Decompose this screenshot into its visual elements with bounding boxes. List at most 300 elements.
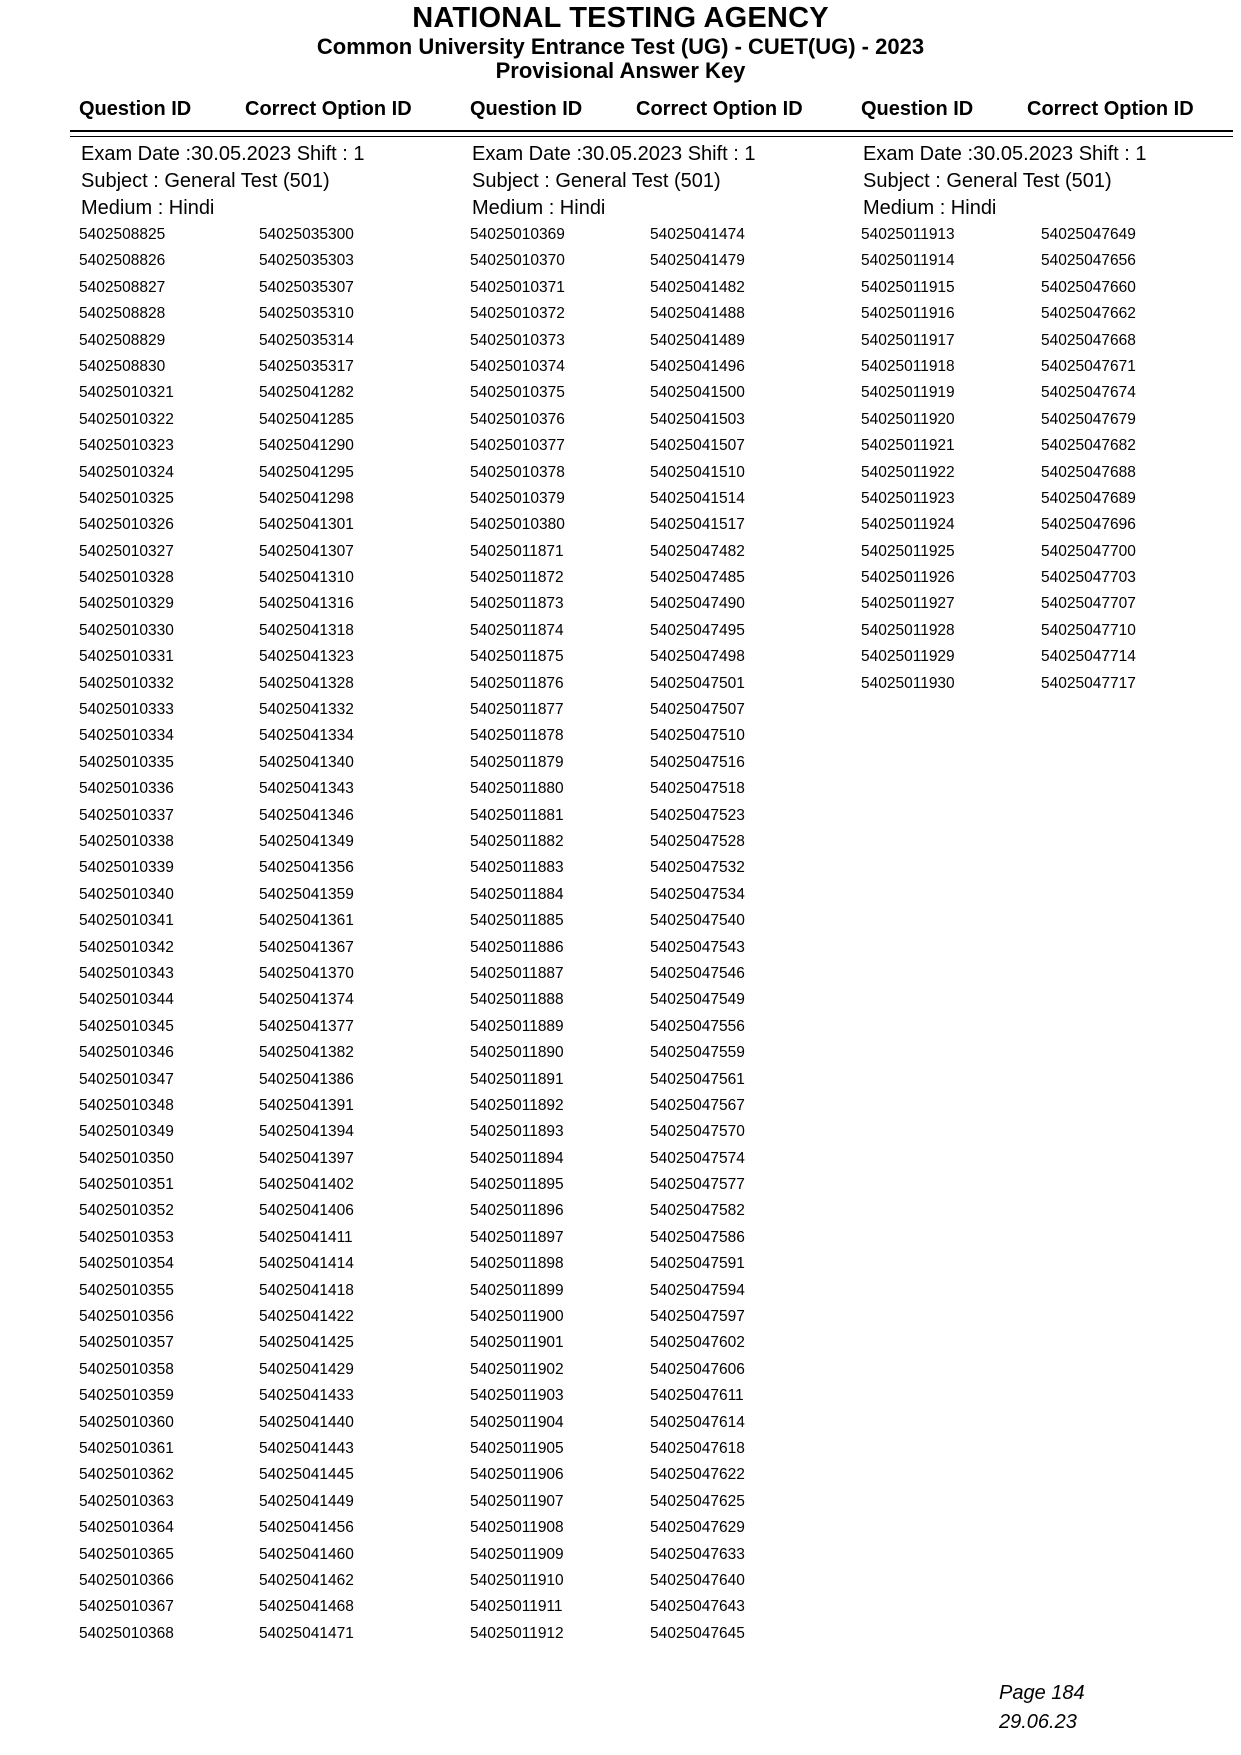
- question-id-cell: 54025011881: [470, 806, 564, 824]
- question-id-cell: 54025010380: [470, 516, 565, 534]
- table-row: [470, 222, 850, 248]
- table-row: [79, 961, 459, 987]
- question-id-cell: 54025010330: [79, 621, 174, 639]
- table-row: [79, 1383, 459, 1409]
- correct-option-id-cell: 54025047633: [650, 1545, 745, 1563]
- question-id-cell: 54025010351: [79, 1176, 174, 1194]
- table-row: [79, 908, 459, 934]
- table-row: [79, 1014, 459, 1040]
- question-id-cell: 54025010369: [470, 226, 565, 243]
- question-id-cell: 54025011876: [470, 674, 564, 692]
- correct-option-id-cell: 54025041414: [259, 1255, 354, 1273]
- table-row: [470, 776, 850, 802]
- table-row: [470, 1172, 850, 1198]
- question-id-cell: 54025011893: [470, 1123, 564, 1141]
- question-id-cell: 54025011919: [861, 384, 955, 402]
- table-row: [79, 565, 459, 591]
- question-id-cell: 54025010373: [470, 331, 565, 349]
- question-id-cell: 54025010363: [79, 1492, 174, 1510]
- answer-column-2: [470, 141, 850, 1647]
- question-id-cell: 54025010329: [79, 595, 174, 613]
- question-id-cell: 54025010377: [470, 437, 565, 455]
- correct-option-id-cell: 54025041377: [259, 1017, 354, 1035]
- question-id-cell: 54025010337: [79, 806, 174, 824]
- question-id-cell: 54025010374: [470, 357, 565, 375]
- correct-option-id-cell: 54025035317: [259, 357, 354, 375]
- question-id-cell: 54025011907: [470, 1492, 564, 1510]
- table-row: [79, 1172, 459, 1198]
- table-row: [79, 433, 459, 459]
- question-id-cell: 54025010367: [79, 1598, 174, 1616]
- table-row: [79, 882, 459, 908]
- table-row: [470, 935, 850, 961]
- question-id-cell: 54025010378: [470, 463, 565, 481]
- table-row: [470, 1357, 850, 1383]
- correct-option-id-cell: 54025041340: [259, 753, 354, 771]
- table-row: [79, 301, 459, 327]
- question-id-cell: 54025011927: [861, 595, 955, 613]
- question-id-cell: 54025010372: [470, 305, 565, 323]
- question-id-cell: 54025011879: [470, 753, 564, 771]
- table-row: [79, 803, 459, 829]
- correct-option-id-cell: 54025035307: [259, 278, 354, 296]
- question-id-cell: 54025011901: [470, 1334, 564, 1352]
- question-id-cell: 54025010344: [79, 991, 174, 1009]
- table-row: [79, 1040, 459, 1066]
- correct-option-id-cell: 54025041394: [259, 1123, 354, 1141]
- table-row: [861, 644, 1241, 670]
- question-id-cell: 54025010333: [79, 701, 174, 719]
- correct-option-id-cell: 54025047674: [1041, 384, 1136, 402]
- question-id-cell: 54025011911: [470, 1598, 563, 1616]
- question-id-cell: 54025011889: [470, 1017, 564, 1035]
- correct-option-id-cell: 54025035314: [259, 331, 354, 349]
- correct-option-id-cell: 54025041332: [259, 701, 354, 719]
- question-id-cell: 54025011913: [861, 226, 955, 243]
- question-id-cell: 54025010356: [79, 1308, 174, 1326]
- question-id-cell: 5402508829: [79, 331, 166, 349]
- table-row: [79, 275, 459, 301]
- question-id-cell: 54025011912: [470, 1624, 564, 1642]
- exam-date-shift: Exam Date :30.05.2023 Shift : 1: [472, 143, 756, 165]
- table-row: [79, 248, 459, 274]
- correct-option-id-cell: 54025047643: [650, 1598, 745, 1616]
- correct-option-id-cell: 54025041374: [259, 991, 354, 1009]
- correct-option-id-cell: 54025041307: [259, 542, 354, 560]
- question-id-cell: 54025010376: [470, 410, 565, 428]
- correct-option-id-cell: 54025035300: [259, 226, 354, 243]
- question-id-cell: 54025011896: [470, 1202, 564, 1220]
- question-id-cell: 54025010366: [79, 1571, 174, 1589]
- table-row: [470, 1542, 850, 1568]
- correct-option-id-cell: 54025041460: [259, 1545, 354, 1563]
- table-row: [79, 1462, 459, 1488]
- question-id-cell: 54025011873: [470, 595, 564, 613]
- question-id-cell: 54025011925: [861, 542, 955, 560]
- question-id-cell: 54025010325: [79, 489, 174, 507]
- correct-option-id-cell: 54025047649: [1041, 226, 1136, 243]
- table-row: [79, 987, 459, 1013]
- table-row: [861, 565, 1241, 591]
- table-row: [861, 433, 1241, 459]
- correct-option-id-cell: 54025035310: [259, 305, 354, 323]
- correct-option-id-cell: 54025047629: [650, 1519, 745, 1537]
- table-row: [470, 328, 850, 354]
- table-row: [79, 486, 459, 512]
- question-id-cell: 54025011895: [470, 1176, 564, 1194]
- correct-option-id-cell: 54025047498: [650, 648, 745, 666]
- correct-option-id-cell: 54025041406: [259, 1202, 354, 1220]
- table-row: [79, 1542, 459, 1568]
- question-id-cell: 54025010328: [79, 569, 174, 587]
- table-row: [470, 1462, 850, 1488]
- table-row: [470, 512, 850, 538]
- table-row: [470, 987, 850, 1013]
- correct-option-id-cell: 54025041328: [259, 674, 354, 692]
- table-row: [79, 644, 459, 670]
- subject-label: Subject : General Test (501): [472, 170, 721, 192]
- table-row: [470, 1515, 850, 1541]
- table-row: [861, 591, 1241, 617]
- correct-option-id-cell: 54025047618: [650, 1439, 745, 1457]
- question-id-cell: 54025011886: [470, 938, 564, 956]
- correct-option-id-cell: 54025041316: [259, 595, 354, 613]
- question-id-cell: 54025011916: [861, 305, 955, 323]
- answer-rows: [470, 222, 850, 1647]
- correct-option-id-cell: 54025047696: [1041, 516, 1136, 534]
- question-id-cell: 54025010371: [470, 278, 565, 296]
- correct-option-id-cell: 54025041323: [259, 648, 354, 666]
- correct-option-id-cell: 54025047534: [650, 885, 745, 903]
- subject-label: Subject : General Test (501): [863, 170, 1112, 192]
- question-id-cell: 54025011875: [470, 648, 564, 666]
- question-id-cell: 54025010362: [79, 1466, 174, 1484]
- table-row: [79, 723, 459, 749]
- question-id-cell: 54025010347: [79, 1070, 174, 1088]
- column-header-correct-option-id: Correct Option ID: [636, 98, 803, 120]
- table-row: [79, 591, 459, 617]
- correct-option-id-cell: 54025047528: [650, 832, 745, 850]
- table-row: [79, 618, 459, 644]
- correct-option-id-cell: 54025047516: [650, 753, 745, 771]
- correct-option-id-cell: 54025041318: [259, 621, 354, 639]
- question-id-cell: 54025011921: [861, 437, 955, 455]
- correct-option-id-cell: 54025047543: [650, 938, 745, 956]
- correct-option-id-cell: 54025041310: [259, 569, 354, 587]
- question-id-cell: 54025011910: [470, 1571, 564, 1589]
- table-row: [470, 1198, 850, 1224]
- correct-option-id-cell: 54025047606: [650, 1360, 745, 1378]
- agency-title: NATIONAL TESTING AGENCY: [412, 2, 829, 34]
- table-row: [79, 1304, 459, 1330]
- question-id-cell: 54025011908: [470, 1519, 564, 1537]
- table-row: [470, 697, 850, 723]
- table-row: [470, 248, 850, 274]
- table-row: [79, 222, 459, 248]
- correct-option-id-cell: 54025047700: [1041, 542, 1136, 560]
- question-id-cell: 54025011930: [861, 674, 955, 692]
- question-id-cell: 54025010321: [79, 384, 174, 402]
- question-id-cell: 54025011894: [470, 1149, 564, 1167]
- correct-option-id-cell: 54025041290: [259, 437, 354, 455]
- correct-option-id-cell: 54025047710: [1041, 621, 1136, 639]
- correct-option-id-cell: 54025041507: [650, 437, 745, 455]
- question-id-cell: 54025011887: [470, 964, 564, 982]
- correct-option-id-cell: 54025047482: [650, 542, 745, 560]
- table-row: [470, 1621, 850, 1647]
- correct-option-id-cell: 54025041367: [259, 938, 354, 956]
- correct-option-id-cell: 54025041488: [650, 305, 745, 323]
- correct-option-id-cell: 54025047668: [1041, 331, 1136, 349]
- correct-option-id-cell: 54025041402: [259, 1176, 354, 1194]
- question-id-cell: 54025011882: [470, 832, 564, 850]
- correct-option-id-cell: 54025047490: [650, 595, 745, 613]
- table-row: [79, 1146, 459, 1172]
- correct-option-id-cell: 54025047501: [650, 674, 745, 692]
- question-id-cell: 54025010336: [79, 780, 174, 798]
- question-id-cell: 54025010359: [79, 1387, 174, 1405]
- question-id-cell: 54025010352: [79, 1202, 174, 1220]
- table-row: [79, 829, 459, 855]
- correct-option-id-cell: 54025047507: [650, 701, 745, 719]
- correct-option-id-cell: 54025047707: [1041, 595, 1136, 613]
- table-row: [79, 512, 459, 538]
- correct-option-id-cell: 54025047688: [1041, 463, 1136, 481]
- table-row: [79, 1278, 459, 1304]
- question-id-cell: 54025010360: [79, 1413, 174, 1431]
- correct-option-id-cell: 54025041282: [259, 384, 354, 402]
- column-header-question-id: Question ID: [861, 98, 974, 120]
- table-row: [79, 328, 459, 354]
- correct-option-id-cell: 54025041471: [259, 1624, 354, 1642]
- question-id-cell: 54025011909: [470, 1545, 564, 1563]
- exam-date-shift: Exam Date :30.05.2023 Shift : 1: [863, 143, 1147, 165]
- question-id-cell: 5402508827: [79, 278, 166, 296]
- correct-option-id-cell: 54025047594: [650, 1281, 745, 1299]
- table-row: [79, 855, 459, 881]
- correct-option-id-cell: 54025041298: [259, 489, 354, 507]
- table-row: [79, 354, 459, 380]
- question-id-cell: 54025010357: [79, 1334, 174, 1352]
- table-row: [470, 1304, 850, 1330]
- correct-option-id-cell: 54025041496: [650, 357, 745, 375]
- correct-option-id-cell: 54025041500: [650, 384, 745, 402]
- correct-option-id-cell: 54025041391: [259, 1096, 354, 1114]
- correct-option-id-cell: 54025041301: [259, 516, 354, 534]
- table-row: [470, 380, 850, 406]
- correct-option-id-cell: 54025047640: [650, 1571, 745, 1589]
- correct-option-id-cell: 54025047682: [1041, 437, 1136, 455]
- question-id-cell: 54025010335: [79, 753, 174, 771]
- correct-option-id-cell: 54025047510: [650, 727, 745, 745]
- table-row: [79, 1357, 459, 1383]
- table-row: [79, 1330, 459, 1356]
- question-id-cell: 54025010368: [79, 1624, 174, 1642]
- correct-option-id-cell: 54025041474: [650, 226, 745, 243]
- question-id-cell: 54025011877: [470, 701, 564, 719]
- table-row: [79, 380, 459, 406]
- question-id-cell: 54025011914: [861, 252, 955, 270]
- question-id-cell: 54025010322: [79, 410, 174, 428]
- question-id-cell: 54025010339: [79, 859, 174, 877]
- correct-option-id-cell: 54025047656: [1041, 252, 1136, 270]
- column-header-row: [0, 98, 1241, 126]
- table-row: [470, 723, 850, 749]
- question-id-cell: 54025011905: [470, 1439, 564, 1457]
- table-row: [470, 460, 850, 486]
- question-id-cell: 54025010346: [79, 1044, 174, 1062]
- correct-option-id-cell: 54025047532: [650, 859, 745, 877]
- correct-option-id-cell: 54025047660: [1041, 278, 1136, 296]
- table-row: [470, 961, 850, 987]
- table-row: [79, 697, 459, 723]
- question-id-cell: 54025011902: [470, 1360, 564, 1378]
- medium-label: Medium : Hindi: [472, 197, 606, 219]
- answer-rows: [79, 222, 459, 1647]
- table-row: [470, 855, 850, 881]
- question-id-cell: 54025011898: [470, 1255, 564, 1273]
- footer-date: 29.06.23: [999, 1711, 1077, 1733]
- question-id-cell: 54025011928: [861, 621, 955, 639]
- correct-option-id-cell: 54025041422: [259, 1308, 354, 1326]
- table-row: [470, 1093, 850, 1119]
- correct-option-id-cell: 54025041462: [259, 1571, 354, 1589]
- correct-option-id-cell: 54025047540: [650, 912, 745, 930]
- table-row: [470, 1594, 850, 1620]
- table-row: [79, 460, 459, 486]
- question-id-cell: 54025010326: [79, 516, 174, 534]
- table-row: [861, 275, 1241, 301]
- correct-option-id-cell: 54025041456: [259, 1519, 354, 1537]
- question-id-cell: 54025010343: [79, 964, 174, 982]
- question-id-cell: 5402508825: [79, 226, 166, 243]
- correct-option-id-cell: 54025035303: [259, 252, 354, 270]
- table-row: [470, 539, 850, 565]
- correct-option-id-cell: 54025047622: [650, 1466, 745, 1484]
- question-id-cell: 54025010323: [79, 437, 174, 455]
- correct-option-id-cell: 54025047546: [650, 964, 745, 982]
- question-id-cell: 54025011899: [470, 1281, 564, 1299]
- correct-option-id-cell: 54025047597: [650, 1308, 745, 1326]
- table-row: [470, 1225, 850, 1251]
- question-id-cell: 54025011883: [470, 859, 564, 877]
- table-row: [861, 354, 1241, 380]
- table-row: [79, 1594, 459, 1620]
- table-row: [79, 1093, 459, 1119]
- correct-option-id-cell: 54025041514: [650, 489, 745, 507]
- table-row: [79, 935, 459, 961]
- table-row: [79, 671, 459, 697]
- column-header-correct-option-id: Correct Option ID: [245, 98, 412, 120]
- question-id-cell: 54025010361: [79, 1439, 174, 1457]
- correct-option-id-cell: 54025047561: [650, 1070, 745, 1088]
- question-id-cell: 54025011897: [470, 1228, 564, 1246]
- correct-option-id-cell: 54025047602: [650, 1334, 745, 1352]
- document-type: Provisional Answer Key: [495, 58, 746, 83]
- correct-option-id-cell: 54025047611: [650, 1387, 744, 1405]
- table-row: [470, 486, 850, 512]
- table-row: [470, 1436, 850, 1462]
- table-row: [79, 1119, 459, 1145]
- table-row: [470, 750, 850, 776]
- question-id-cell: 54025010345: [79, 1017, 174, 1035]
- correct-option-id-cell: 54025041443: [259, 1439, 354, 1457]
- correct-option-id-cell: 54025047717: [1041, 674, 1136, 692]
- question-id-cell: 54025011884: [470, 885, 564, 903]
- correct-option-id-cell: 54025047577: [650, 1176, 745, 1194]
- table-row: [79, 776, 459, 802]
- question-id-cell: 54025010334: [79, 727, 174, 745]
- question-id-cell: 54025011892: [470, 1096, 564, 1114]
- correct-option-id-cell: 54025041356: [259, 859, 354, 877]
- correct-option-id-cell: 54025041359: [259, 885, 354, 903]
- table-row: [470, 1383, 850, 1409]
- table-row: [470, 1119, 850, 1145]
- question-id-cell: 54025010340: [79, 885, 174, 903]
- question-id-cell: 5402508828: [79, 305, 166, 323]
- table-row: [861, 618, 1241, 644]
- question-id-cell: 54025010338: [79, 832, 174, 850]
- table-row: [861, 328, 1241, 354]
- correct-option-id-cell: 54025041440: [259, 1413, 354, 1431]
- correct-option-id-cell: 54025047645: [650, 1624, 745, 1642]
- table-row: [470, 433, 850, 459]
- correct-option-id-cell: 54025047518: [650, 780, 745, 798]
- table-row: [861, 222, 1241, 248]
- correct-option-id-cell: 54025047559: [650, 1044, 745, 1062]
- question-id-cell: 54025011880: [470, 780, 564, 798]
- correct-option-id-cell: 54025047523: [650, 806, 745, 824]
- table-row: [79, 1568, 459, 1594]
- table-row: [79, 1410, 459, 1436]
- table-row: [861, 512, 1241, 538]
- table-row: [470, 591, 850, 617]
- correct-option-id-cell: 54025041468: [259, 1598, 354, 1616]
- correct-option-id-cell: 54025041517: [650, 516, 745, 534]
- correct-option-id-cell: 54025041433: [259, 1387, 354, 1405]
- correct-option-id-cell: 54025041397: [259, 1149, 354, 1167]
- table-row: [470, 1330, 850, 1356]
- correct-option-id-cell: 54025047495: [650, 621, 745, 639]
- table-row: [470, 618, 850, 644]
- header-rule-thin: [70, 136, 1233, 137]
- question-id-cell: 54025011878: [470, 727, 564, 745]
- table-row: [79, 1198, 459, 1224]
- answer-column-3: [861, 141, 1241, 697]
- correct-option-id-cell: 54025041386: [259, 1070, 354, 1088]
- question-id-cell: 54025010341: [79, 912, 174, 930]
- question-id-cell: 54025010332: [79, 674, 174, 692]
- question-id-cell: 54025011891: [470, 1070, 564, 1088]
- question-id-cell: 54025010331: [79, 648, 174, 666]
- answer-rows: [861, 222, 1241, 697]
- correct-option-id-cell: 54025047625: [650, 1492, 745, 1510]
- question-id-cell: 54025011888: [470, 991, 564, 1009]
- column-header-correct-option-id: Correct Option ID: [1027, 98, 1194, 120]
- table-row: [470, 1489, 850, 1515]
- medium-label: Medium : Hindi: [863, 197, 997, 219]
- question-id-cell: 54025011906: [470, 1466, 564, 1484]
- correct-option-id-cell: 54025041382: [259, 1044, 354, 1062]
- table-row: [79, 1489, 459, 1515]
- table-row: [470, 565, 850, 591]
- table-row: [470, 1040, 850, 1066]
- question-id-cell: 54025010358: [79, 1360, 174, 1378]
- correct-option-id-cell: 54025041429: [259, 1360, 354, 1378]
- table-row: [861, 539, 1241, 565]
- correct-option-id-cell: 54025041346: [259, 806, 354, 824]
- question-id-cell: 54025011924: [861, 516, 955, 534]
